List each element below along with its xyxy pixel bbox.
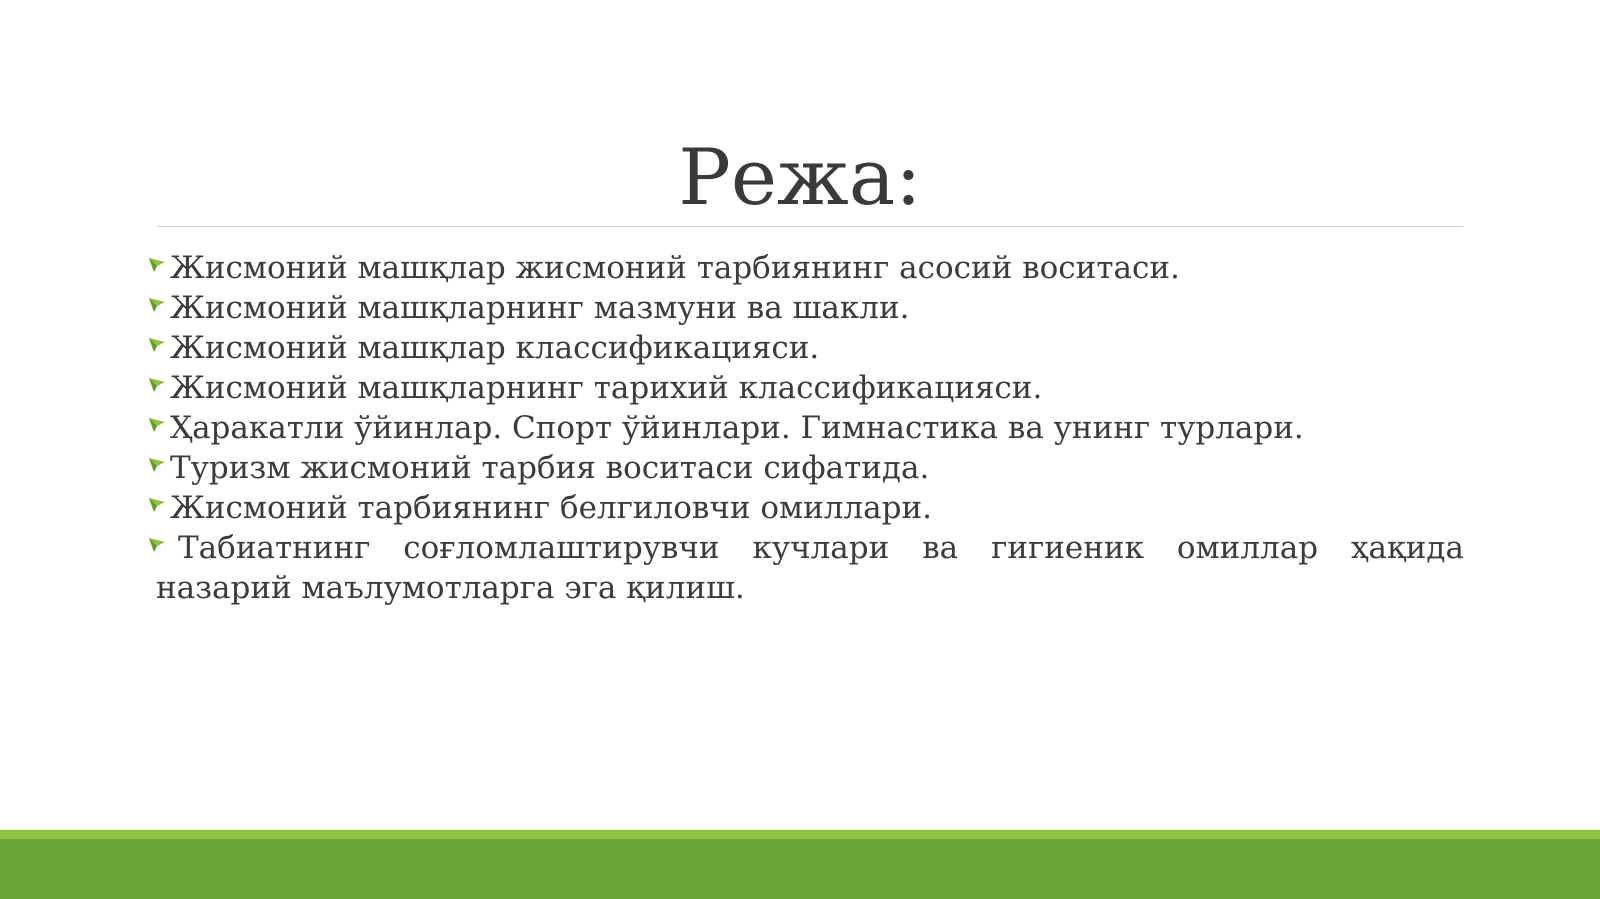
list-item [148,448,1464,488]
list-item-text: Жисмоний машқлар классификацияси. [170,330,820,366]
list-item-text: Жисмоний машқларнинг тарихий классификацияси. [170,370,1043,406]
list-item [148,408,1464,448]
list-item-text: Табиатнинг соғломлаштирувчи кучлари ва гигиеник омиллар ҳақида назарий маълумотларга эга қилиш. [156,530,1464,606]
green-arrow-bullet-icon [148,375,166,393]
list-item [156,528,1464,608]
list-item-text: Жисмоний машқлар жисмоний тарбиянинг асосий воситаси. [170,250,1180,286]
green-arrow-bullet-icon [148,255,166,273]
green-arrow-bullet-icon [148,415,166,433]
list-item [148,328,1464,368]
title-divider [157,226,1463,227]
green-arrow-bullet-icon [148,535,166,553]
green-arrow-bullet-icon [148,335,166,353]
list-item [148,488,1464,528]
list-item-text: Жисмоний тарбиянинг белгиловчи омиллари. [170,490,932,526]
green-arrow-bullet-icon [148,455,166,473]
list-item [148,368,1464,408]
slide-title: Режа: [678,133,922,223]
footer-accent-line [0,830,1600,839]
list-item-text: Жисмоний машқларнинг мазмуни ва шакли. [170,290,910,326]
green-arrow-bullet-icon [148,495,166,513]
list-item [148,288,1464,328]
list-item [148,248,1464,288]
footer-band [0,830,1600,899]
list-item-text: Туризм жисмоний тарбия воситаси сифатида. [170,450,930,486]
bullet-list [148,248,1464,608]
list-item-text: Ҳаракатли ўйинлар. Спорт ўйинлари. Гимнастика ва унинг турлари. [170,410,1304,446]
green-arrow-bullet-icon [148,295,166,313]
